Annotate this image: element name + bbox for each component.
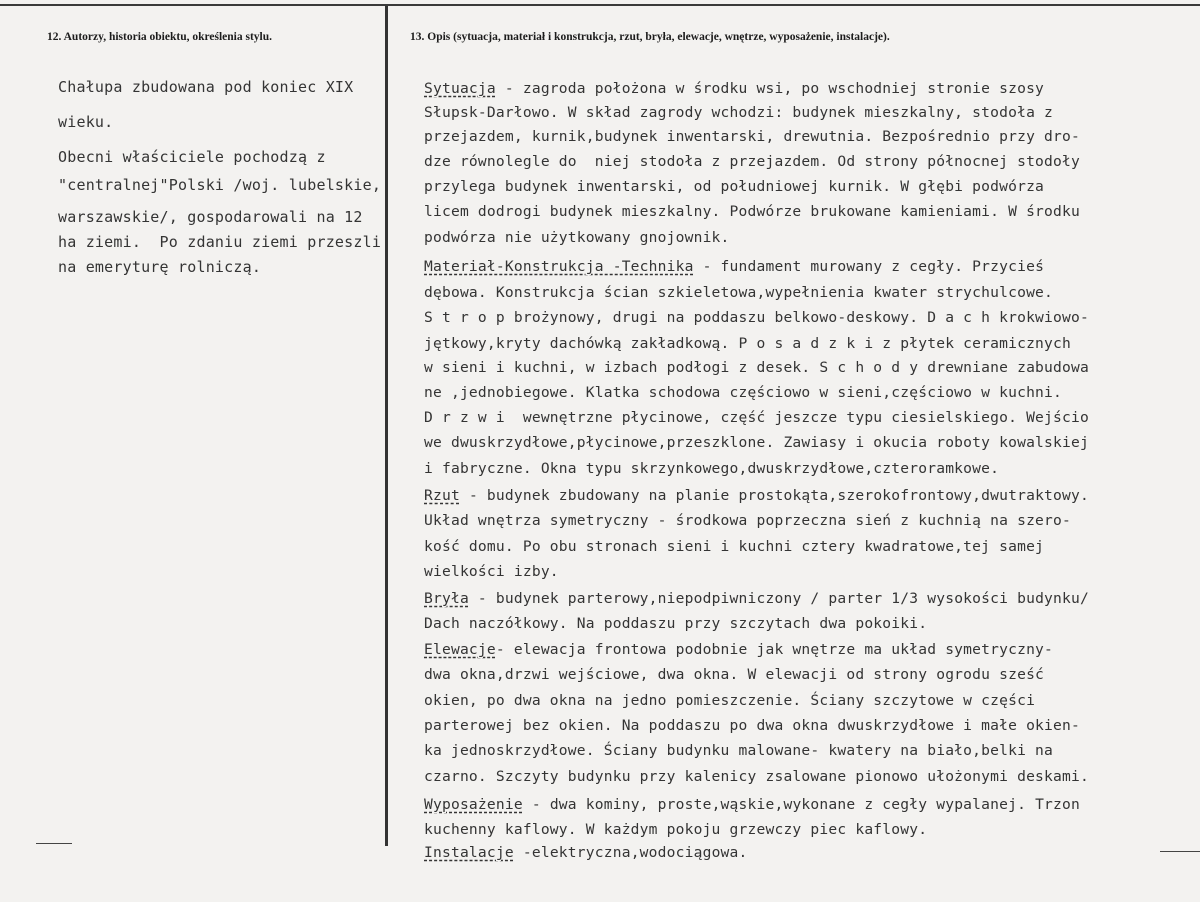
text-line	[424, 309, 1089, 327]
text-line	[424, 104, 1053, 122]
text-line	[424, 692, 1035, 710]
line-text: jętkowy,kryty dachówką zakładkową. P o s a d z k i z płytek ceramicznych	[424, 335, 1072, 352]
line-text: kość domu. Po obu stronach sieni i kuchni cztery kwadratowe,tej samej	[424, 538, 1045, 555]
text-line	[424, 359, 1089, 377]
text-line	[424, 641, 1053, 659]
line-text: przylega budynek inwentarski, od południowej kurnik. W głębi podwórza	[424, 178, 1045, 195]
section-keyword: Elewacje	[424, 641, 496, 658]
text-line: Obecni właściciele pochodzą z	[58, 148, 326, 166]
text-line	[424, 460, 999, 478]
line-text: czarno. Szczyty budynku przy kalenicy zsalowane pionowo ułożonymi deskami.	[424, 768, 1089, 785]
left-margin-mark	[36, 843, 72, 844]
line-text: we dwuskrzydłowe,płycinowe,przeszklone. Zawiasy i okucia roboty kowalskiej	[424, 434, 1089, 451]
text-line	[424, 563, 559, 581]
line-text: D r z w i wewnętrzne płycinowe, część jeszcze typu ciesielskiego. Wejścio	[424, 409, 1089, 426]
line-text: wielkości izby.	[424, 563, 559, 580]
text-line	[424, 434, 1089, 452]
text-line	[424, 229, 730, 247]
text-line	[424, 590, 1089, 608]
line-text: S t r o p brożynowy, drugi na poddaszu belkowo-deskowy. D a c h krokwiowo-	[424, 309, 1089, 326]
text-line	[424, 284, 1053, 302]
text-line	[424, 796, 1080, 814]
text-line	[424, 128, 1080, 146]
line-text: - fundament murowany z cegły. Przyciеś	[693, 258, 1045, 275]
text-line	[424, 717, 1080, 735]
line-text: i fabryczne. Okna typu skrzynkowego,dwuskrzydłowe,czteroramkowe.	[424, 460, 1000, 477]
text-line	[424, 153, 1080, 171]
line-text: dębowa. Konstrukcja ścian szkieletowa,wypełnienia kwater strychulcowe.	[424, 284, 1054, 301]
text-line: Chałupa zbudowana pod koniec XIX	[58, 78, 354, 96]
text-line	[424, 538, 1044, 556]
text-line: warszawskie/, gospodarowali na 12	[58, 208, 363, 226]
text-line: na emeryturę rolniczą.	[58, 258, 262, 276]
text-line	[424, 742, 1053, 760]
section-keyword: Bryła	[424, 590, 469, 607]
line-text: dwa okna,drzwi wejściowe, dwa okna. W elewacji od strony ogrodu sześć	[424, 666, 1045, 683]
line-text: kuchenny kaflowy. W każdym pokoju grzewczy piec kaflowy.	[424, 821, 928, 838]
line-text: - budynek parterowy,niepodpiwniczony / parter 1/3 wysokości budynku/	[468, 590, 1089, 607]
line-text: - dwa kominy, proste,wąskie,wykonane z cegły wypalanej. Trzon	[522, 796, 1081, 813]
text-line	[424, 768, 1089, 786]
text-line	[424, 821, 927, 839]
text-line: wieku.	[58, 113, 114, 131]
line-text: przejazdem, kurnik,budynek inwentarski, drewutnia. Bezpośrednio przy dro-	[424, 128, 1080, 145]
section-keyword: Rzut	[424, 487, 460, 504]
text-line	[424, 335, 1071, 353]
line-text: w sieni i kuchni, w izbach podłogi z desek. S c h o d y drewniane zabudowa	[424, 359, 1089, 376]
section-keyword: Instalacje	[424, 844, 514, 861]
top-rule	[0, 4, 1200, 6]
text-line	[424, 666, 1044, 684]
line-text: Dach naczółkowy. Na poddaszu przy szczytach dwa pokoiki.	[424, 615, 928, 632]
text-line	[424, 80, 1044, 98]
line-text: ka jednoskrzydłowe. Ściany budynku malowane- kwatery na biało,belki na	[424, 742, 1054, 759]
line-text: Układ wnętrza symetryczny - środkowa poprzeczna sień z kuchnią na szero-	[424, 512, 1072, 529]
text-line	[424, 178, 1044, 196]
right-margin-mark	[1160, 851, 1200, 852]
line-text: - zagroda położona w środku wsi, po wschodniej stronie szosy	[495, 80, 1045, 97]
line-text: -elektryczna,wodociągowa.	[513, 844, 748, 861]
section-12-heading: 12. Autorzy, historia obiektu, określenia stylu.	[47, 31, 273, 43]
text-line	[424, 487, 1089, 505]
section-13-heading: 13. Opis (sytuacja, materiał i konstrukcja, rzut, bryła, elewacje, wnętrze, wyposażenie, instalacje).	[410, 31, 890, 43]
text-line	[424, 615, 927, 633]
section-keyword: Sytuacja	[424, 80, 496, 97]
text-line	[424, 384, 1062, 402]
section-keyword: Wyposażenie	[424, 796, 523, 813]
line-text: - elewacja frontowa podobnie jak wnętrze ma układ symetryczny-	[495, 641, 1054, 658]
line-text: parterowej bez okien. Na poddaszu po dwa okna dwuskrzydłowe i małe okien-	[424, 717, 1080, 734]
section-keyword: Materiał-Konstrukcja -Technika	[424, 258, 694, 275]
text-line	[424, 409, 1089, 427]
text-line: "centralnej"Polski /woj. lubelskie,	[58, 176, 382, 194]
line-text: Słupsk-Darłowo. W skład zagrody wchodzi: budynek mieszkalny, stodoła z	[424, 104, 1054, 121]
text-line	[424, 512, 1071, 530]
line-text: dze równolegle do niej stodoła z przejazdem. Od strony północnej stodoły	[424, 153, 1080, 170]
line-text: ne ,jednobiegowe. Klatka schodowa częściowo w sieni,częściowo w kuchni.	[424, 384, 1063, 401]
line-text: licem dodrogi budynek mieszkalny. Podwórze brukowane kamieniami. W środku	[424, 203, 1080, 220]
text-line: ha ziemi. Po zdaniu ziemi przeszli	[58, 233, 382, 251]
line-text: podwórza nie użytkowany gnojownik.	[424, 229, 730, 246]
text-line	[424, 844, 748, 862]
line-text: - budynek zbudowany na planie prostokąta,szerokofrontowy,dwutraktowy.	[459, 487, 1089, 504]
line-text: okien, po dwa okna na jedno pomieszczenie. Ściany szczytowe w części	[424, 692, 1036, 709]
text-line	[424, 203, 1080, 221]
text-line	[424, 258, 1044, 276]
column-divider	[385, 6, 388, 846]
